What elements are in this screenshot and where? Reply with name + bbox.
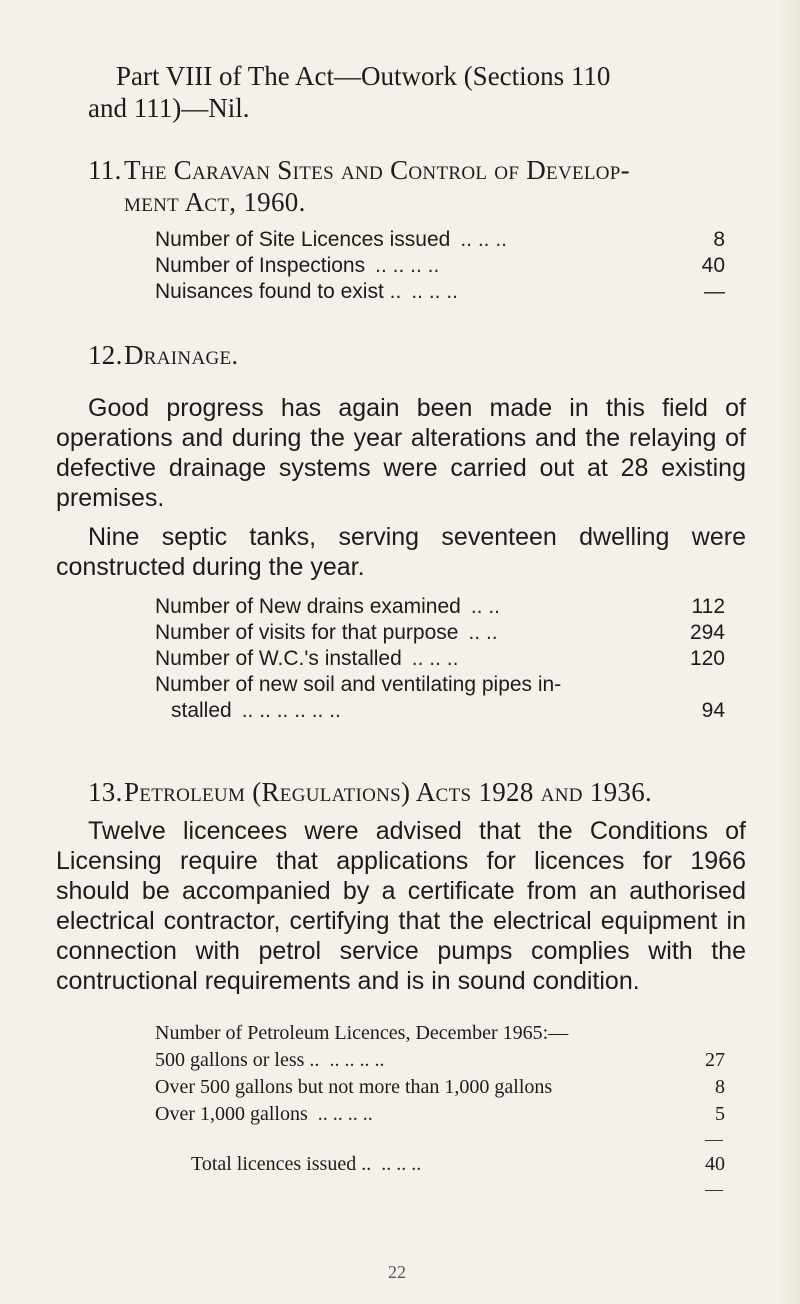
table-row: 500 gallons or less .. .. .. .. .. 27 xyxy=(155,1049,725,1071)
list-item: Number of W.C.'s installed .. .. .. 120 xyxy=(155,647,725,670)
page-number: 22 xyxy=(388,1262,406,1282)
drainage-stats-list xyxy=(155,594,725,724)
total-row: Total licences issued .. .. .. .. 40 xyxy=(191,1153,725,1175)
petroleum-paragraph: Twelve licencees were advised that the Conditions of Licensing require that applications for licences for 1966 should be accompanied by a certificate from an authorised electrical contractor, certifying that the electrical equipment in connection with petrol service pumps complies with the contructional requirements and is in sound condition. xyxy=(56,817,746,995)
list-item: Number of new soil and ventilating pipes in- stalled .. .. .. .. .. .. 94 xyxy=(155,673,725,722)
caravan-stats-list xyxy=(155,227,725,305)
divider xyxy=(705,1190,723,1191)
table-row: Over 1,000 gallons .. .. .. .. 5 xyxy=(155,1103,725,1125)
page-edge-shadow xyxy=(778,0,800,1304)
list-item: Number of visits for that purpose .. .. 294 xyxy=(155,621,725,644)
drainage-paragraph-2: Nine septic tanks, serving seventeen dwelling were constructed during the year. xyxy=(56,523,746,581)
petroleum-licences-table xyxy=(155,1020,725,1191)
list-item: Number of Inspections .. .. .. .. 40 xyxy=(155,254,725,277)
list-item: Number of Site Licences issued .. .. .. 8 xyxy=(155,228,725,251)
outwork-statement: Part VIII of The Act—Outwork (Sections 110 and 111)—Nil. xyxy=(88,61,611,123)
list-item: Number of New drains examined .. .. 112 xyxy=(155,595,725,618)
table-row: Over 500 gallons but not more than 1,000 gallons 8 xyxy=(155,1076,725,1098)
divider xyxy=(705,1140,723,1141)
section-13-heading: 13.Petroleum (Regulations) Acts 1928 and 1936. xyxy=(88,777,653,807)
table-title: Number of Petroleum Licences, December 1965:— xyxy=(155,1022,569,1044)
section-12-heading: 12.Drainage. xyxy=(88,340,239,370)
section-11-heading: 11.The Caravan Sites and Control of Develop- ment Act, 1960. xyxy=(88,155,630,217)
drainage-paragraph-1: Good progress has again been made in this field of operations and during the year alterations and the relaying of defective drainage systems were carried out at 28 existing premises. xyxy=(56,394,746,512)
list-item: Nuisances found to exist .. .. .. .. — xyxy=(155,280,725,303)
